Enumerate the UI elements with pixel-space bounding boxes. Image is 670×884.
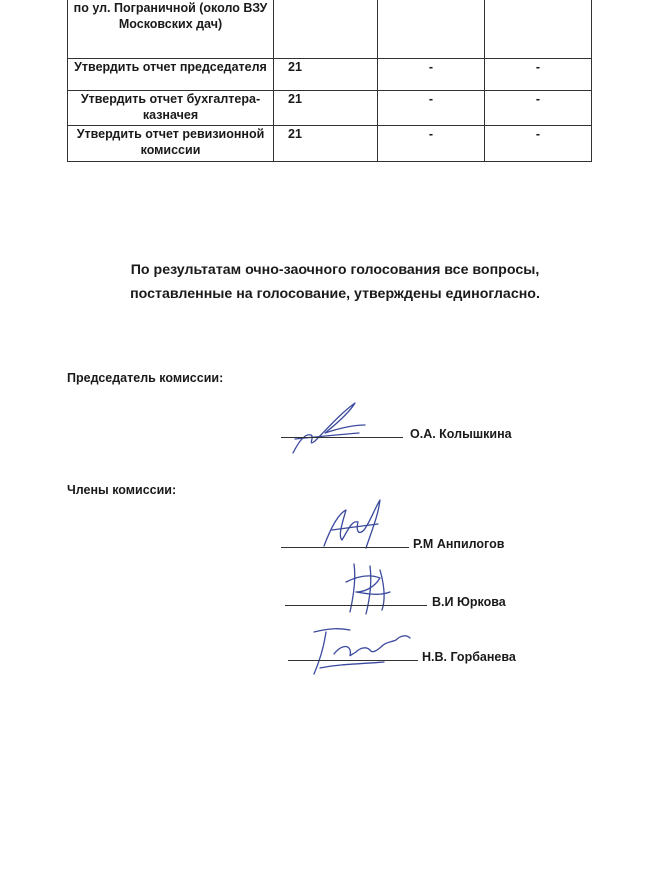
table-row bbox=[68, 126, 592, 162]
votes-against-cell: - bbox=[378, 91, 485, 126]
member-1-name: Р.М Анпилогов bbox=[413, 537, 505, 551]
voting-result-statement bbox=[0, 258, 670, 306]
question-cell: Утвердить отчет председателя bbox=[68, 59, 274, 91]
votes-against-cell: - bbox=[378, 59, 485, 91]
table-row bbox=[68, 59, 592, 91]
chairman-label: Председатель комиссии: bbox=[67, 371, 224, 385]
chairman-name: О.А. Колышкина bbox=[410, 427, 512, 441]
table-row bbox=[68, 0, 592, 59]
votes-against-cell bbox=[378, 0, 485, 59]
members-label: Члены комиссии: bbox=[67, 483, 177, 497]
result-line: поставленные на голосование, утверждены единогласно. bbox=[130, 286, 540, 302]
votes-abstain-cell bbox=[485, 0, 592, 59]
question-cell: по ул. Пограничной (около ВЗУ Московских дач) bbox=[68, 0, 274, 59]
member-3-name: Н.В. Горбанева bbox=[422, 650, 516, 664]
votes-abstain-cell: - bbox=[485, 59, 592, 91]
member-signature-2 bbox=[340, 558, 410, 618]
member-2-signature-line bbox=[285, 605, 427, 606]
member-1-signature-line bbox=[281, 547, 409, 548]
votes-for-cell: 21 bbox=[274, 91, 378, 126]
question-cell: Утвердить отчет ревизионной комиссии bbox=[68, 126, 274, 162]
votes-against-cell: - bbox=[378, 126, 485, 162]
votes-abstain-cell: - bbox=[485, 91, 592, 126]
result-line: По результатам очно-заочного голосования все вопросы, bbox=[130, 262, 540, 278]
votes-for-cell: 21 bbox=[274, 126, 378, 162]
votes-for-cell: 21 bbox=[274, 59, 378, 91]
votes-abstain-cell: - bbox=[485, 126, 592, 162]
chairman-signature-line bbox=[281, 437, 403, 438]
votes-for-cell bbox=[274, 0, 378, 59]
member-signature-3 bbox=[300, 620, 420, 680]
chairman-signature bbox=[285, 395, 395, 457]
table-row bbox=[68, 91, 592, 126]
member-3-signature-line bbox=[288, 660, 418, 661]
voting-results-table bbox=[67, 0, 592, 162]
question-cell: Утвердить отчет бухгалтера-казначея bbox=[68, 91, 274, 126]
member-signature-1 bbox=[318, 490, 418, 554]
member-2-name: В.И Юркова bbox=[432, 595, 506, 609]
